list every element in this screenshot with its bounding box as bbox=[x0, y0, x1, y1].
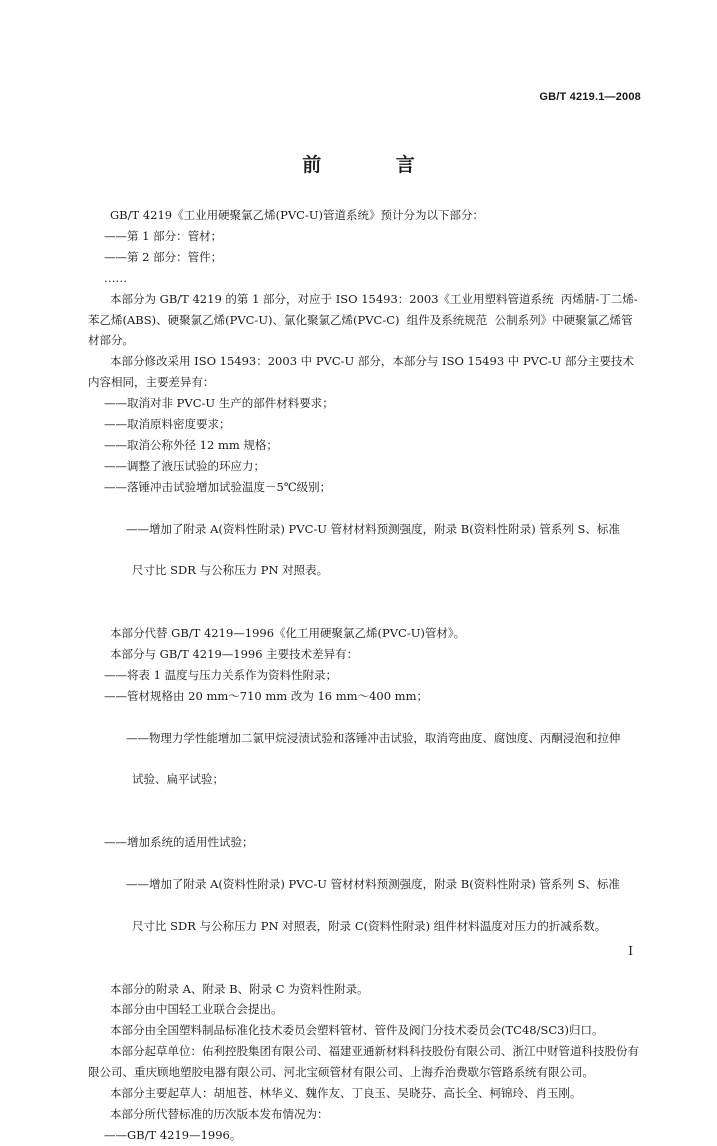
list-item: ——落锤冲击试验增加试验温度－5℃级别； bbox=[104, 479, 332, 494]
list-item: ——第 1 部分：管材； bbox=[104, 228, 223, 243]
paragraph: 本部分主要起草人：胡旭苍、林华义、魏作友、丁良玉、吴晓芬、高长全、柯锦玲、肖玉刚。 bbox=[110, 1086, 582, 1101]
list-item: ——取消公称外径 12 mm 规格； bbox=[104, 437, 278, 452]
paragraph: 本部分由中国轻工业联合会提出。 bbox=[110, 1002, 283, 1017]
paragraph: 本部分为 GB/T 4219 的第 1 部分，对应于 ISO 15493：2003《工业用塑料管道系统 丙烯腈-丁二烯-苯乙烯(ABS)、硬聚氯乙烯(PVC-U)、氯化聚氯乙烯(PVC-C) 组件及系统规范 公制系列》中硬聚氯乙烯管材部分。 bbox=[88, 291, 638, 348]
paragraph: 本部分起草单位：佑利控股集团有限公司、福建亚通新材料科技股份有限公司、浙江中财管道科技股份有限公司、重庆顾地塑胶电器有限公司、河北宝硕管材有限公司、上海乔治费歇尔管路系统有限公司。 bbox=[88, 1044, 639, 1080]
ellipsis: …… bbox=[104, 270, 127, 285]
list-item-text: ——增加了附录 A(资料性附录) PVC-U 管材材料预测强度，附录 B(资料性附录) 管系列 S、标准 bbox=[125, 877, 620, 891]
list-item: ——GB/T 4219—1996。 bbox=[104, 1127, 242, 1142]
paragraph: 本部分所代替标准的历次版本发布情况为： bbox=[110, 1106, 329, 1121]
page-number: I bbox=[628, 944, 633, 958]
list-item bbox=[88, 498, 644, 623]
list-item-continuation: 尺寸比 SDR 与公称压力 PN 对照表。 bbox=[132, 563, 329, 578]
paragraph: 本部分与 GB/T 4219—1996 主要技术差异有： bbox=[110, 647, 359, 662]
list-item-text: ——物理力学性能增加二氯甲烷浸渍试验和落锤冲击试验，取消弯曲度、腐蚀度、丙酮浸泡和拉伸 bbox=[125, 730, 621, 745]
paragraph: 本部分的附录 A、附录 B、附录 C 为资料性附录。 bbox=[110, 981, 369, 996]
standard-number: GB/T 4219.1—2008 bbox=[539, 91, 641, 103]
list-item-continuation: 试验、扁平试验； bbox=[132, 772, 224, 787]
list-item bbox=[88, 707, 644, 832]
list-item: ——增加系统的适用性试验； bbox=[104, 835, 254, 850]
paragraph: 本部分代替 GB/T 4219—1996《化工用硬聚氯乙烯(PVC-U)管材》。 bbox=[110, 626, 466, 641]
list-item: ——取消对非 PVC-U 生产的部件材料要求； bbox=[104, 396, 334, 411]
list-item: ——管材规格由 20 mm～710 mm 改为 16 mm～400 mm； bbox=[104, 688, 428, 703]
paragraph: 本部分由全国塑料制品标准化技术委员会塑料管材、管件及阀门分技术委员会(TC48/SC3)归口。 bbox=[110, 1023, 604, 1038]
list-item: ——取消原料密度要求； bbox=[104, 417, 231, 432]
paragraph: GB/T 4219《工业用硬聚氯乙烯(PVC-U)管道系统》预计分为以下部分： bbox=[110, 208, 484, 222]
list-item-text: ——增加了附录 A(资料性附录) PVC-U 管材材料预测强度，附录 B(资料性附录) 管系列 S、标准 bbox=[125, 521, 620, 536]
list-item-continuation: 尺寸比 SDR 与公称压力 PN 对照表，附录 C(资料性附录) 组件材料温度对压力的折减系数。 bbox=[132, 918, 607, 933]
list-item bbox=[88, 853, 644, 978]
list-item: ——调整了液压试验的环应力； bbox=[104, 458, 265, 473]
document-body bbox=[88, 205, 644, 1146]
page-title: 前 言 bbox=[302, 154, 449, 176]
list-item: ——将表 1 温度与压力关系作为资料性附录； bbox=[104, 667, 338, 682]
list-item: ——第 2 部分：管件； bbox=[104, 249, 223, 264]
paragraph: 本部分修改采用 ISO 15493：2003 中 PVC-U 部分，本部分与 ISO 15493 中 PVC-U 部分主要技术内容相同，主要差异有： bbox=[88, 354, 635, 390]
